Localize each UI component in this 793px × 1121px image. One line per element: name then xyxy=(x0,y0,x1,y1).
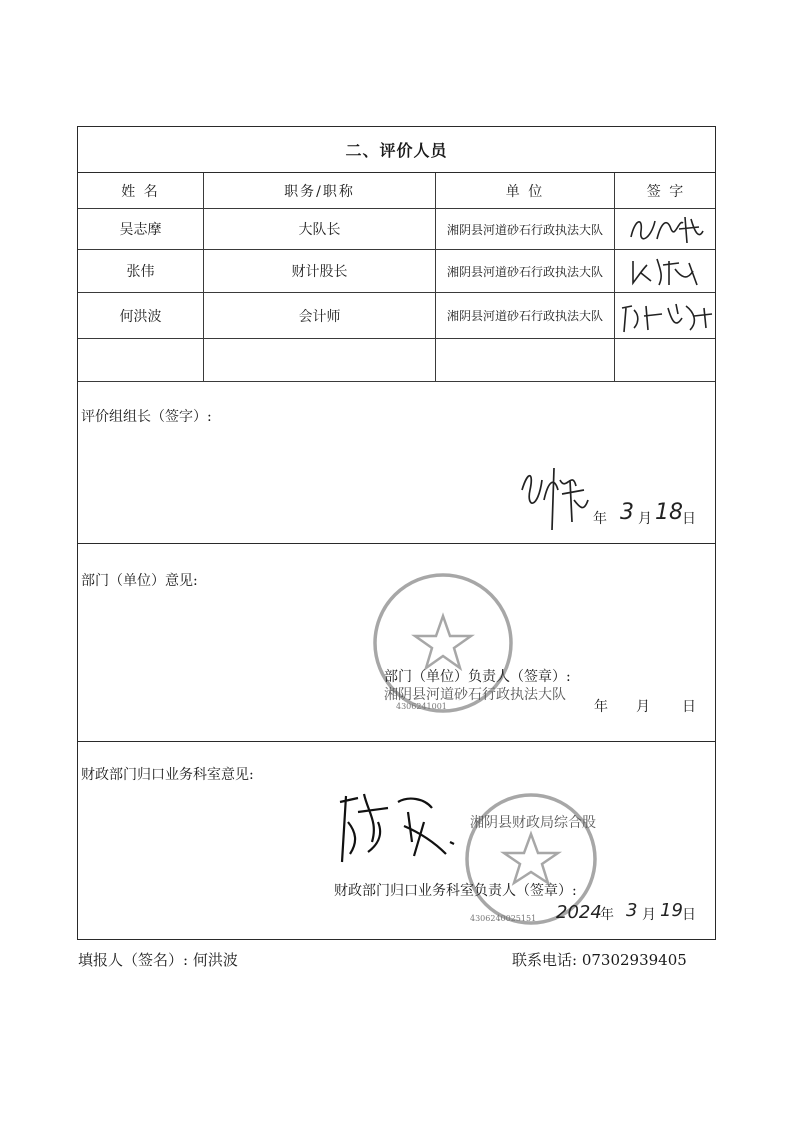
table-header-row xyxy=(78,173,715,209)
finance-date-day-label: 日 xyxy=(682,907,696,923)
department-label: 部门（单位）意见: xyxy=(81,573,198,589)
leader-signature-icon xyxy=(514,450,594,540)
department-section xyxy=(78,544,715,742)
row-unit: 湘阴县河道砂石行政执法大队 xyxy=(436,209,615,249)
handwritten-signature-icon xyxy=(621,209,711,249)
row-unit: 湘阴县河道砂石行政执法大队 xyxy=(436,250,615,292)
row-title: 财计股长 xyxy=(204,250,436,292)
row-name xyxy=(78,339,204,381)
row-unit: 湘阴县河道砂石行政执法大队 xyxy=(436,293,615,338)
handwritten-signature-icon xyxy=(621,251,711,291)
department-date-day-label: 日 xyxy=(682,699,696,715)
table-row xyxy=(78,339,715,382)
finance-responsible-label: 财政部门归口业务科室负责人（签章）: xyxy=(334,883,577,899)
leader-date-month: 3 xyxy=(620,500,634,525)
section-title: 二、评价人员 xyxy=(78,127,715,173)
row-title: 大队长 xyxy=(204,209,436,249)
row-name: 吴志摩 xyxy=(78,209,204,249)
leader-date-month-label: 月 xyxy=(638,511,652,527)
header-name: 姓 名 xyxy=(78,173,204,208)
finance-signature-icon xyxy=(328,782,468,872)
header-title: 职务/职称 xyxy=(204,173,436,208)
table-row xyxy=(78,250,715,293)
department-responsible-label: 部门（单位）负责人（签章）: xyxy=(384,669,571,685)
leader-date-day: 18 xyxy=(655,500,683,525)
leader-section xyxy=(78,382,715,544)
table-row xyxy=(78,209,715,250)
finance-date-year-label: 年 xyxy=(600,907,614,923)
department-date-year-label: 年 xyxy=(594,699,608,715)
row-title xyxy=(204,339,436,381)
row-unit xyxy=(436,339,615,381)
header-unit: 单 位 xyxy=(436,173,615,208)
department-date-month-label: 月 xyxy=(636,699,650,715)
finance-date-month: 3 xyxy=(626,900,638,921)
handwritten-signature-icon xyxy=(616,294,716,338)
finance-stamp-code: 4306240025151 xyxy=(470,914,537,923)
row-name: 何洪波 xyxy=(78,293,204,338)
finance-date-year: 2024 xyxy=(556,902,602,923)
personnel-table xyxy=(78,173,715,382)
finance-date-month-label: 月 xyxy=(642,907,656,923)
row-signature xyxy=(615,209,717,249)
row-signature xyxy=(615,250,717,292)
table-row xyxy=(78,293,715,339)
row-name: 张伟 xyxy=(78,250,204,292)
finance-stamp-text: 湘阴县财政局综合股 xyxy=(470,815,596,831)
phone-label: 联系电话: 07302939405 xyxy=(512,951,687,969)
finance-label: 财政部门归口业务科室意见: xyxy=(81,767,254,783)
leader-date-day-label: 日 xyxy=(682,511,696,527)
row-signature xyxy=(615,293,717,338)
evaluation-form xyxy=(77,126,716,940)
leader-label: 评价组组长（签字）: xyxy=(81,409,212,425)
department-stamp-text: 湘阴县河道砂石行政执法大队 xyxy=(384,687,566,703)
department-stamp-code: 4306241001 xyxy=(396,702,447,711)
row-signature xyxy=(615,339,717,381)
finance-section xyxy=(78,742,715,939)
row-title: 会计师 xyxy=(204,293,436,338)
finance-date-day: 19 xyxy=(660,900,683,921)
leader-date-year-label: 年 xyxy=(593,511,607,527)
filler-label: 填报人（签名）: 何洪波 xyxy=(78,951,238,969)
header-signature: 签 字 xyxy=(646,183,686,200)
